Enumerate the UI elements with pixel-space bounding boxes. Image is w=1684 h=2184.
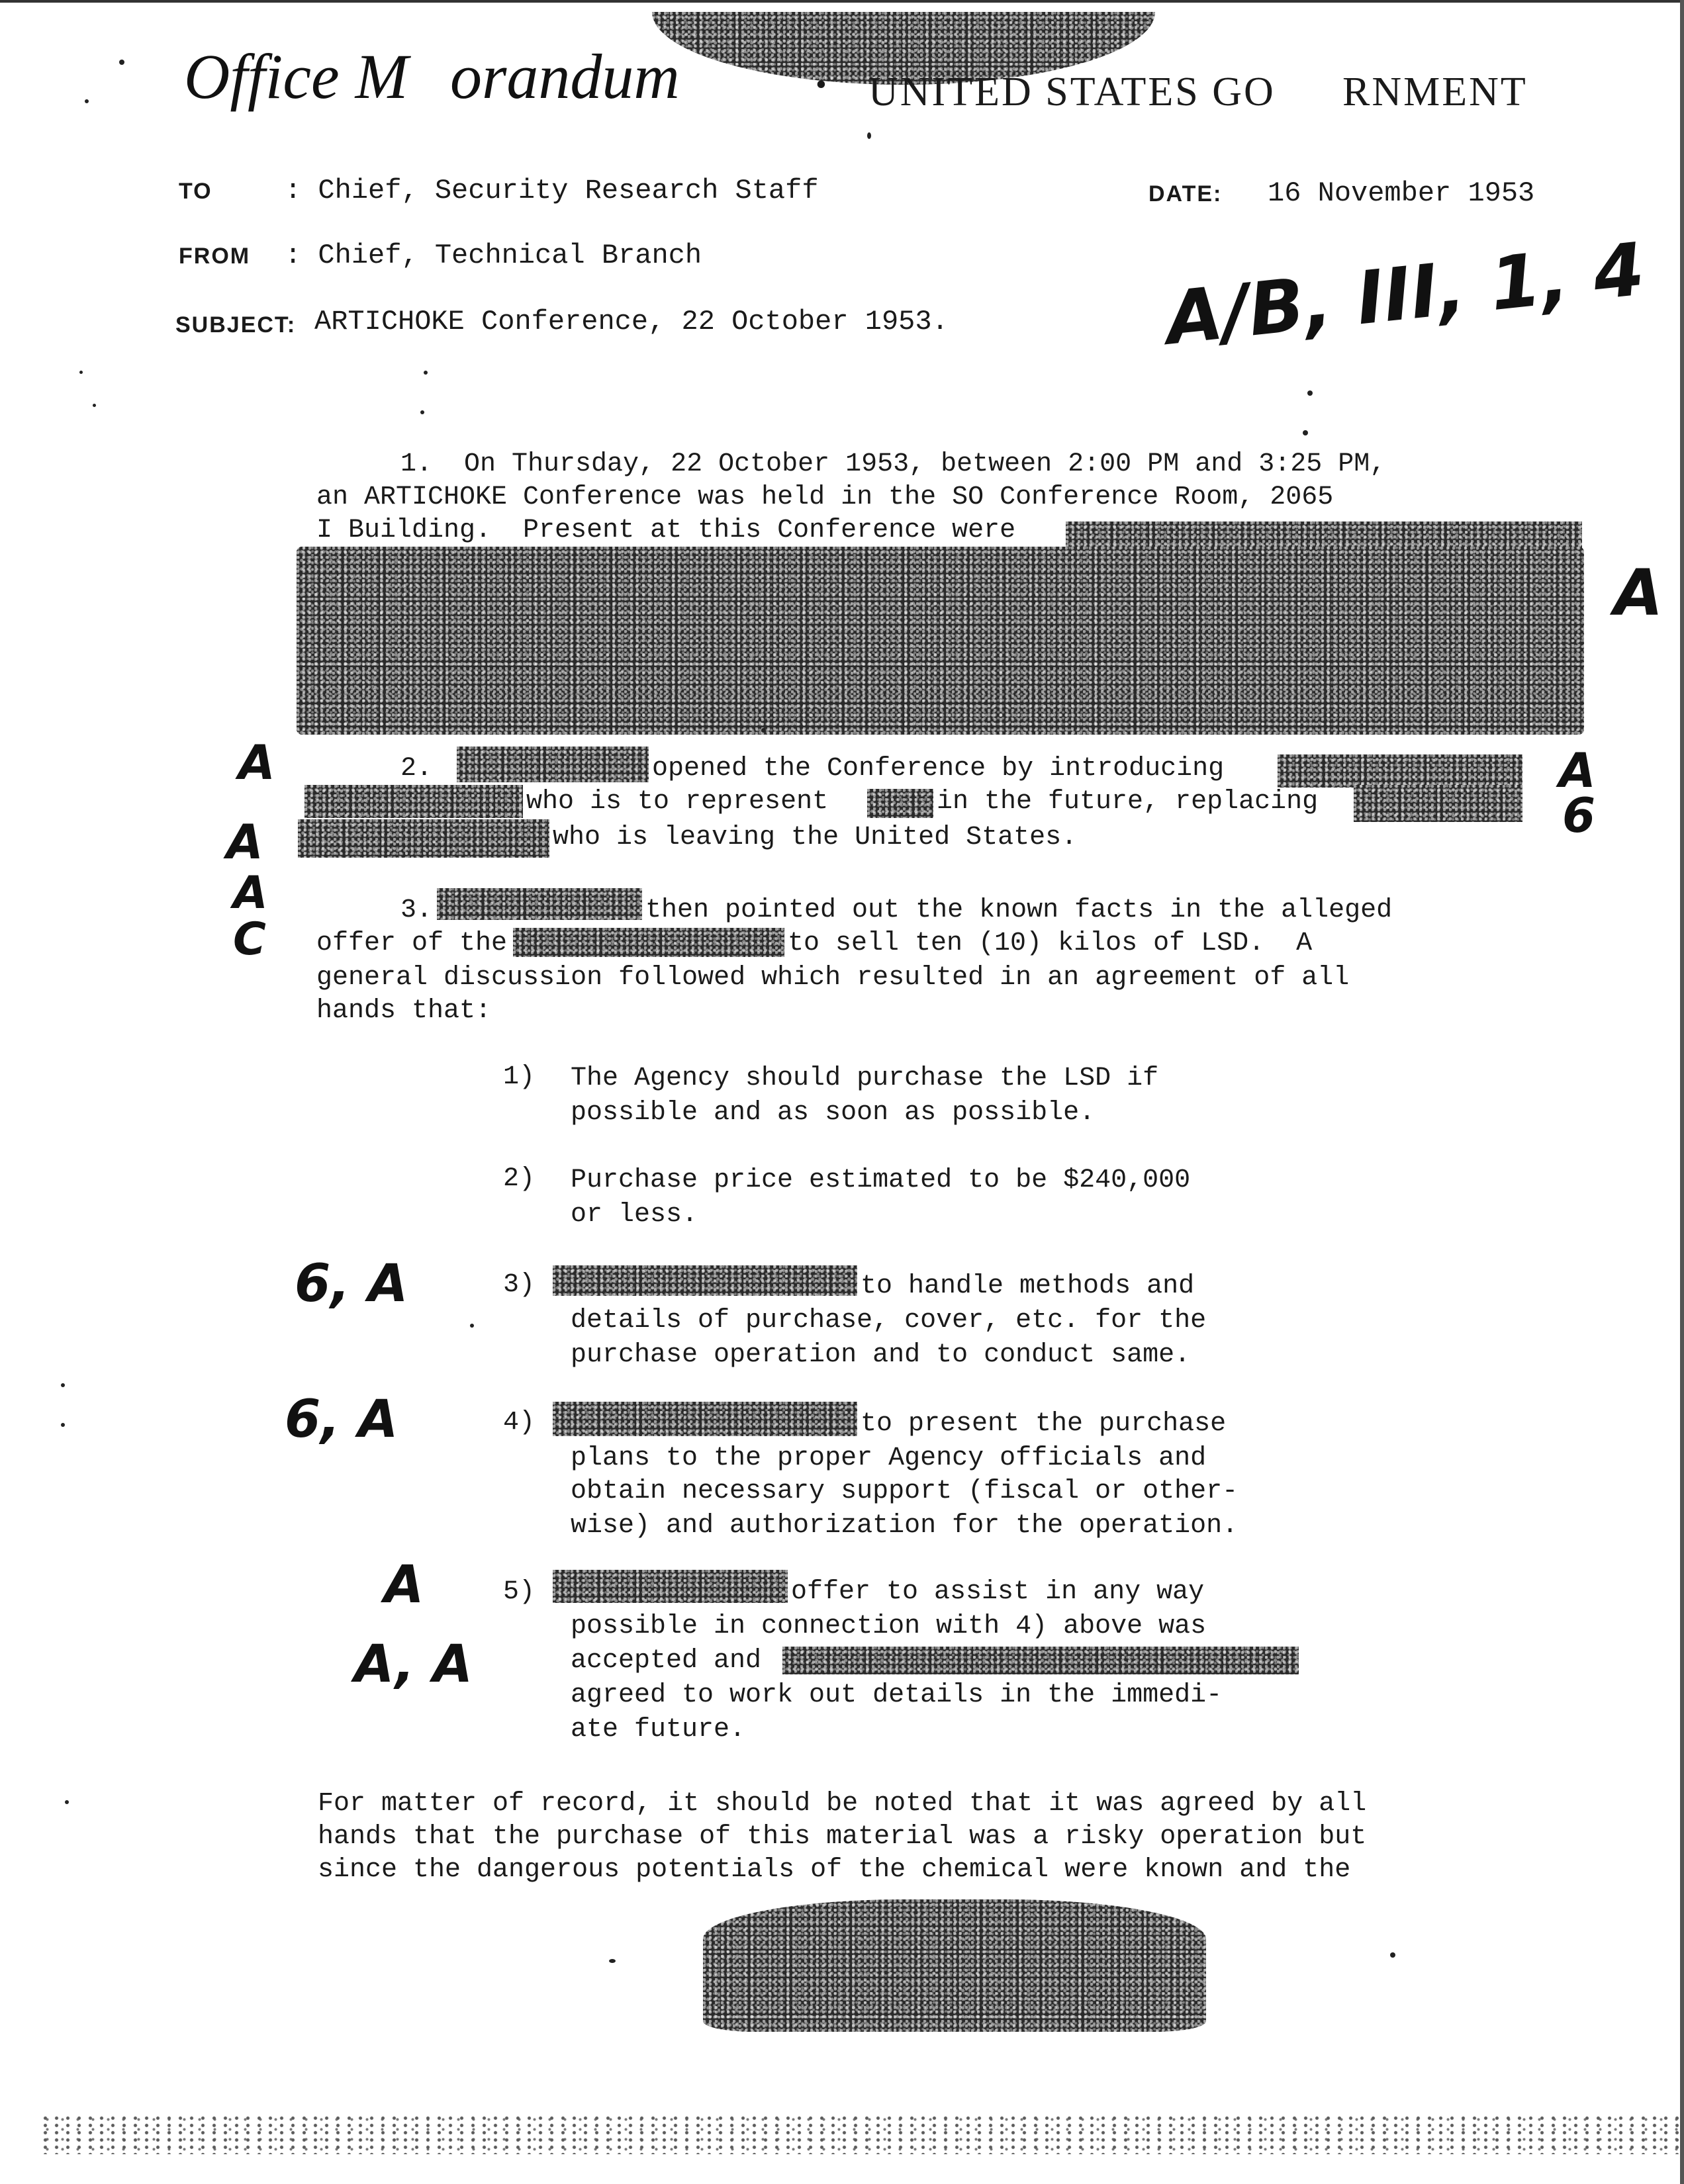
p3-line1: then pointed out the known facts in the alleged bbox=[645, 895, 1393, 925]
header-bullet: • bbox=[816, 67, 827, 102]
redaction-item3 bbox=[553, 1265, 857, 1296]
office-memorandum-right: orandum bbox=[450, 41, 680, 112]
speck bbox=[1307, 390, 1313, 396]
item-5-line5: ate future. bbox=[571, 1715, 746, 1745]
item-3-line2: details of purchase, cover, etc. for the bbox=[571, 1306, 1207, 1336]
item-1-line2: possible and as soon as possible. bbox=[571, 1098, 1096, 1128]
item-4-line4: wise) and authorization for the operation. bbox=[571, 1511, 1239, 1541]
redaction-p2-name2 bbox=[1278, 754, 1522, 788]
p3-num: 3. bbox=[400, 895, 433, 925]
redaction-p2-name1 bbox=[457, 747, 649, 782]
scan-noise-strip bbox=[40, 2115, 1681, 2154]
p1-line3: I Building. Present at this Conference were bbox=[316, 516, 1016, 545]
redaction-p2-name4 bbox=[1354, 785, 1522, 822]
item-4-num: 4) bbox=[503, 1408, 536, 1437]
margin-right-a: A bbox=[1614, 556, 1663, 630]
closing-line1: For matter of record, it should be noted that it was agreed by all bbox=[318, 1789, 1367, 1819]
redaction-p2-name5 bbox=[298, 819, 549, 858]
redaction-p3-source bbox=[513, 928, 784, 957]
p3-line4: hands that: bbox=[316, 996, 492, 1026]
p2-line1: opened the Conference by introducing bbox=[652, 754, 1225, 784]
to-label: TO bbox=[179, 179, 212, 204]
item-3-line3: purchase operation and to conduct same. bbox=[571, 1340, 1191, 1370]
margin-p3-left-c: C bbox=[233, 913, 266, 966]
speck bbox=[761, 728, 766, 733]
item-4-line2: plans to the proper Agency officials and bbox=[571, 1443, 1207, 1473]
item-5-num: 5) bbox=[503, 1577, 536, 1607]
p3-line2b: to sell ten (10) kilos of LSD. A bbox=[788, 929, 1313, 958]
top-edge-line bbox=[0, 0, 1684, 3]
p3-line2a: offer of the bbox=[316, 929, 508, 958]
closing-line3: since the dangerous potentials of the chemical were known and the bbox=[318, 1855, 1351, 1885]
item-5-line3: accepted and bbox=[571, 1646, 762, 1676]
speck bbox=[79, 371, 83, 374]
margin-p3-left-a1: A bbox=[226, 814, 263, 870]
item-2-num: 2) bbox=[503, 1164, 536, 1194]
p1-line1: 1. On Thursday, 22 October 1953, between 2:00 PM and 3:25 PM, bbox=[400, 449, 1386, 479]
p3-line3: general discussion followed which resulted in an agreement of all bbox=[316, 963, 1350, 993]
closing-line2: hands that the purchase of this material was a risky operation but bbox=[318, 1822, 1367, 1852]
right-edge-line bbox=[1680, 0, 1684, 2184]
redaction-p2-org bbox=[867, 789, 933, 818]
p2-line3: who is leaving the United States. bbox=[553, 823, 1078, 852]
speck bbox=[609, 1959, 616, 1963]
redaction-p3-name bbox=[437, 888, 642, 920]
speck bbox=[93, 404, 96, 407]
item-4-line3: obtain necessary support (fiscal or other- bbox=[571, 1477, 1239, 1506]
us-gov-right: RNMENT bbox=[1342, 69, 1528, 114]
redaction-item5-a bbox=[553, 1570, 788, 1603]
date-value: 16 November 1953 bbox=[1268, 177, 1535, 209]
office-memorandum-left: Office M bbox=[184, 41, 408, 112]
item-3-num: 3) bbox=[503, 1270, 536, 1300]
margin-p2-right-a: A bbox=[1559, 743, 1596, 798]
item-5-line1: offer to assist in any way bbox=[791, 1577, 1205, 1607]
p2-line2: who is to represent bbox=[526, 787, 829, 817]
subject-label: SUBJECT: bbox=[175, 312, 297, 338]
item-4-line1: to present the purchase bbox=[861, 1409, 1227, 1439]
margin-item5-aa: A, A bbox=[354, 1635, 473, 1694]
speck bbox=[867, 132, 871, 139]
speck bbox=[65, 1800, 69, 1804]
us-gov-left: UNITED STATES GO bbox=[868, 69, 1276, 114]
margin-item5-a: A bbox=[384, 1555, 424, 1615]
to-value: : Chief, Security Research Staff bbox=[285, 175, 819, 206]
from-value: : Chief, Technical Branch bbox=[285, 240, 702, 271]
speck bbox=[1303, 430, 1308, 435]
p2-line2c: in the future, replacing bbox=[937, 787, 1319, 817]
redaction-p2-name3 bbox=[304, 785, 523, 818]
item-1-line1: The Agency should purchase the LSD if bbox=[571, 1064, 1159, 1093]
margin-p2-right-6: 6 bbox=[1562, 788, 1596, 843]
item-2-line2: or less. bbox=[571, 1200, 698, 1230]
redaction-item5-b bbox=[782, 1647, 1299, 1674]
speck bbox=[61, 1383, 65, 1387]
speck bbox=[119, 60, 124, 65]
speck bbox=[61, 1423, 65, 1427]
margin-p2-left-a: A bbox=[238, 735, 275, 790]
p2-num: 2. bbox=[400, 754, 433, 784]
item-5-line2: possible in connection with 4) above was bbox=[571, 1612, 1207, 1641]
item-3-line1: to handle methods and bbox=[861, 1271, 1195, 1301]
redaction-bottom bbox=[703, 1899, 1206, 2032]
speck bbox=[1390, 1952, 1395, 1958]
redaction-item4 bbox=[553, 1402, 857, 1436]
classification-mark: A/B, III, 1, 4 bbox=[1162, 226, 1648, 361]
date-label: DATE: bbox=[1148, 181, 1223, 206]
item-2-line1: Purchase price estimated to be $240,000 bbox=[571, 1165, 1191, 1195]
speck bbox=[85, 99, 89, 103]
margin-item4: 6, A bbox=[285, 1390, 398, 1449]
margin-p3-left-a2: A bbox=[233, 867, 268, 919]
margin-item3: 6, A bbox=[295, 1254, 408, 1314]
speck bbox=[424, 371, 428, 375]
p1-line2: an ARTICHOKE Conference was held in the SO Conference Room, 2065 bbox=[316, 482, 1334, 512]
redaction-p1-attendees-b bbox=[297, 547, 1584, 735]
item-1-num: 1) bbox=[503, 1062, 536, 1092]
from-label: FROM bbox=[179, 244, 251, 269]
speck bbox=[470, 1324, 474, 1328]
item-5-line4: agreed to work out details in the immedi- bbox=[571, 1680, 1223, 1710]
speck bbox=[420, 410, 424, 414]
subject-value: ARTICHOKE Conference, 22 October 1953. bbox=[314, 306, 949, 338]
